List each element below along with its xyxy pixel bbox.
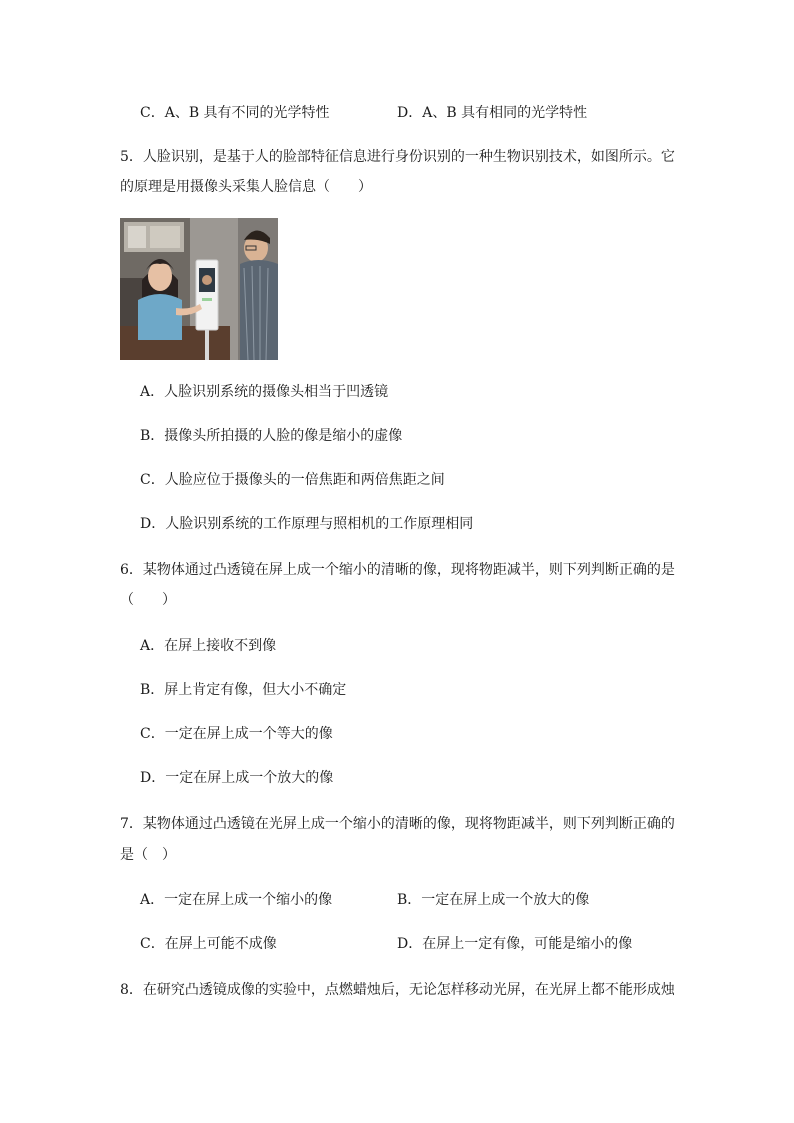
q8-stem-line-1: 8．在研究凸透镜成像的实验中，点燃蜡烛后，无论怎样移动光屏，在光屏上都不能形成烛 (120, 982, 675, 998)
q5-stem-line-2: 的原理是用摄像头采集人脸信息（ ） (120, 179, 372, 195)
q7-option-c: C．在屏上可能不成像 (140, 936, 277, 952)
q5-option-a: A．人脸识别系统的摄像头相当于凹透镜 (140, 384, 389, 400)
q6-option-a: A．在屏上接收不到像 (140, 638, 277, 654)
q5-option-b: B．摄像头所拍摄的人脸的像是缩小的虚像 (140, 428, 403, 444)
q5-option-c: C．人脸应位于摄像头的一倍焦距和两倍焦距之间 (140, 472, 445, 488)
q7-option-b: B．一定在屏上成一个放大的像 (397, 892, 590, 908)
q6-option-d: D．一定在屏上成一个放大的像 (140, 770, 334, 786)
q4-option-c: C．A、B 具有不同的光学特性 (140, 105, 330, 121)
q7-stem-line-1: 7．某物体通过凸透镜在光屏上成一个缩小的清晰的像，现将物距减半，则下列判断正确的 (120, 816, 675, 832)
q6-option-b: B．屏上肯定有像，但大小不确定 (140, 682, 347, 698)
q7-option-a: A．一定在屏上成一个缩小的像 (140, 892, 333, 908)
q5-option-d: D．人脸识别系统的工作原理与照相机的工作原理相同 (140, 516, 474, 532)
face-recognition-illustration (120, 218, 278, 360)
face-recognition-photo (120, 218, 278, 360)
q4-option-d: D．A、B 具有相同的光学特性 (397, 105, 588, 121)
q7-stem-line-2: 是（ ） (120, 847, 176, 863)
q7-option-d: D．在屏上一定有像，可能是缩小的像 (397, 936, 633, 952)
q5-stem-line-1: 5．人脸识别，是基于人的脸部特征信息进行身份识别的一种生物识别技术，如图所示。它 (120, 149, 675, 165)
q6-stem-line-2: （ ） (120, 592, 176, 608)
q6-option-c: C．一定在屏上成一个等大的像 (140, 726, 333, 742)
q6-stem-line-1: 6．某物体通过凸透镜在屏上成一个缩小的清晰的像，现将物距减半，则下列判断正确的是 (120, 562, 675, 578)
